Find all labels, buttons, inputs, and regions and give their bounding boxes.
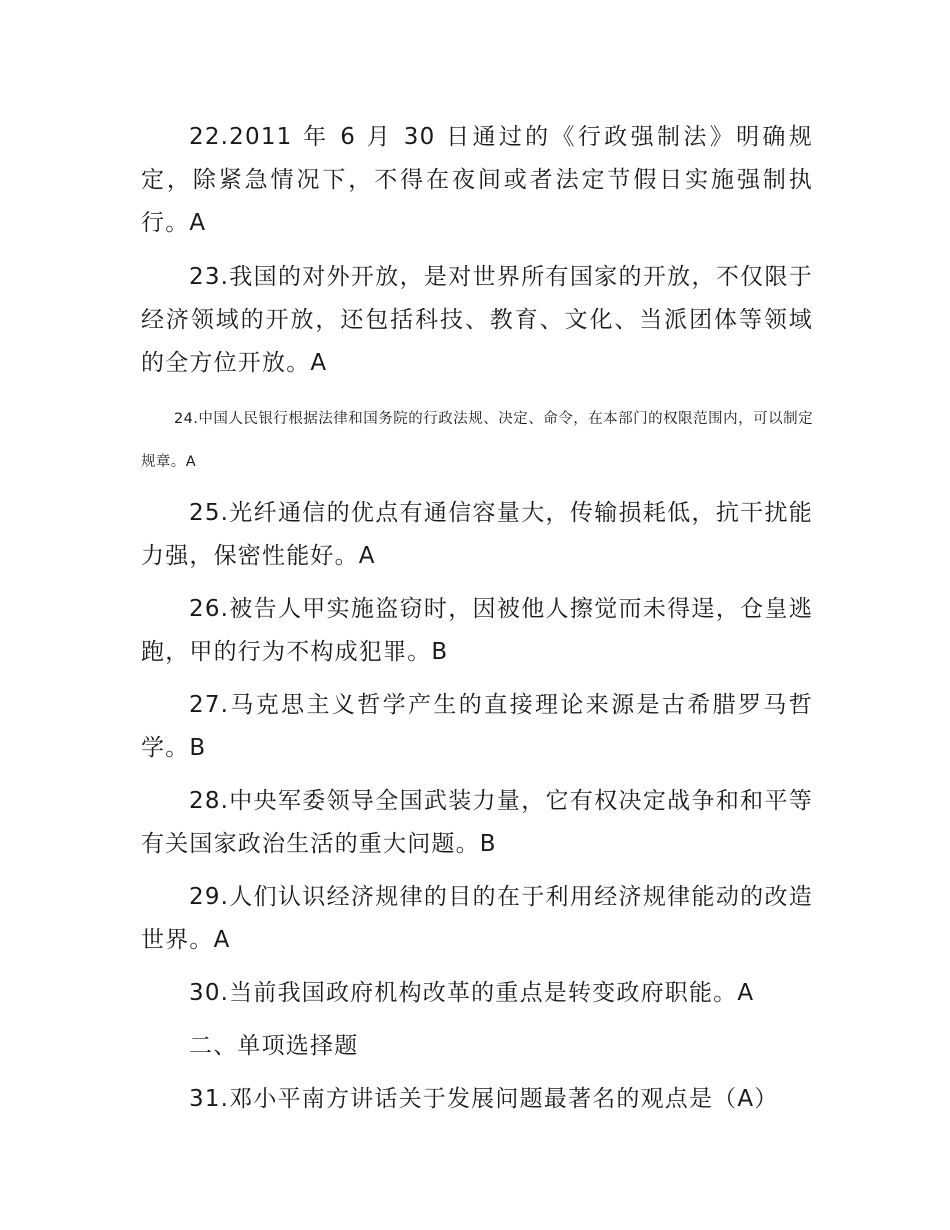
statement-23: 23.我国的对外开放，是对世界所有国家的开放，不仅限于经济领域的开放，还包括科技、教育、文化、当派团体等领域的全方位开放。A	[141, 264, 813, 376]
statement-22: 22.2011 年 6 月 30 日通过的《行政强制法》明确规定，除紧急情况下，不得在夜间或者法定节假日实施强制执行。A	[141, 124, 813, 236]
statement-25: 25.光纤通信的优点有通信容量大，传输损耗低，抗干扰能力强，保密性能好。A	[141, 500, 813, 569]
statement-26: 26.被告人甲实施盗窃时，因被他人擦觉而未得逞，仓皇逃跑，甲的行为不构成犯罪。B	[141, 596, 813, 665]
statement-28: 28.中央军委领导全国武装力量，它有权决定战争和和平等有关国家政治生活的重大问题。B	[141, 788, 813, 857]
statement-27: 27.马克思主义哲学产生的直接理论来源是古希腊罗马哲学。B	[141, 692, 813, 761]
statement-30: 30.当前我国政府机构改革的重点是转变政府职能。A	[189, 980, 755, 1006]
statement-24: 24.中国人民银行根据法律和国务院的行政法规、决定、命令，在本部门的权限范围内，可以制定规章。A	[141, 411, 813, 470]
statement-29: 29.人们认识经济规律的目的在于利用经济规律能动的改造世界。A	[141, 884, 813, 953]
question-31: 31.邓小平南方讲话关于发展问题最著名的观点是（A）	[189, 1086, 779, 1112]
section-heading: 二、单项选择题	[189, 1033, 359, 1059]
